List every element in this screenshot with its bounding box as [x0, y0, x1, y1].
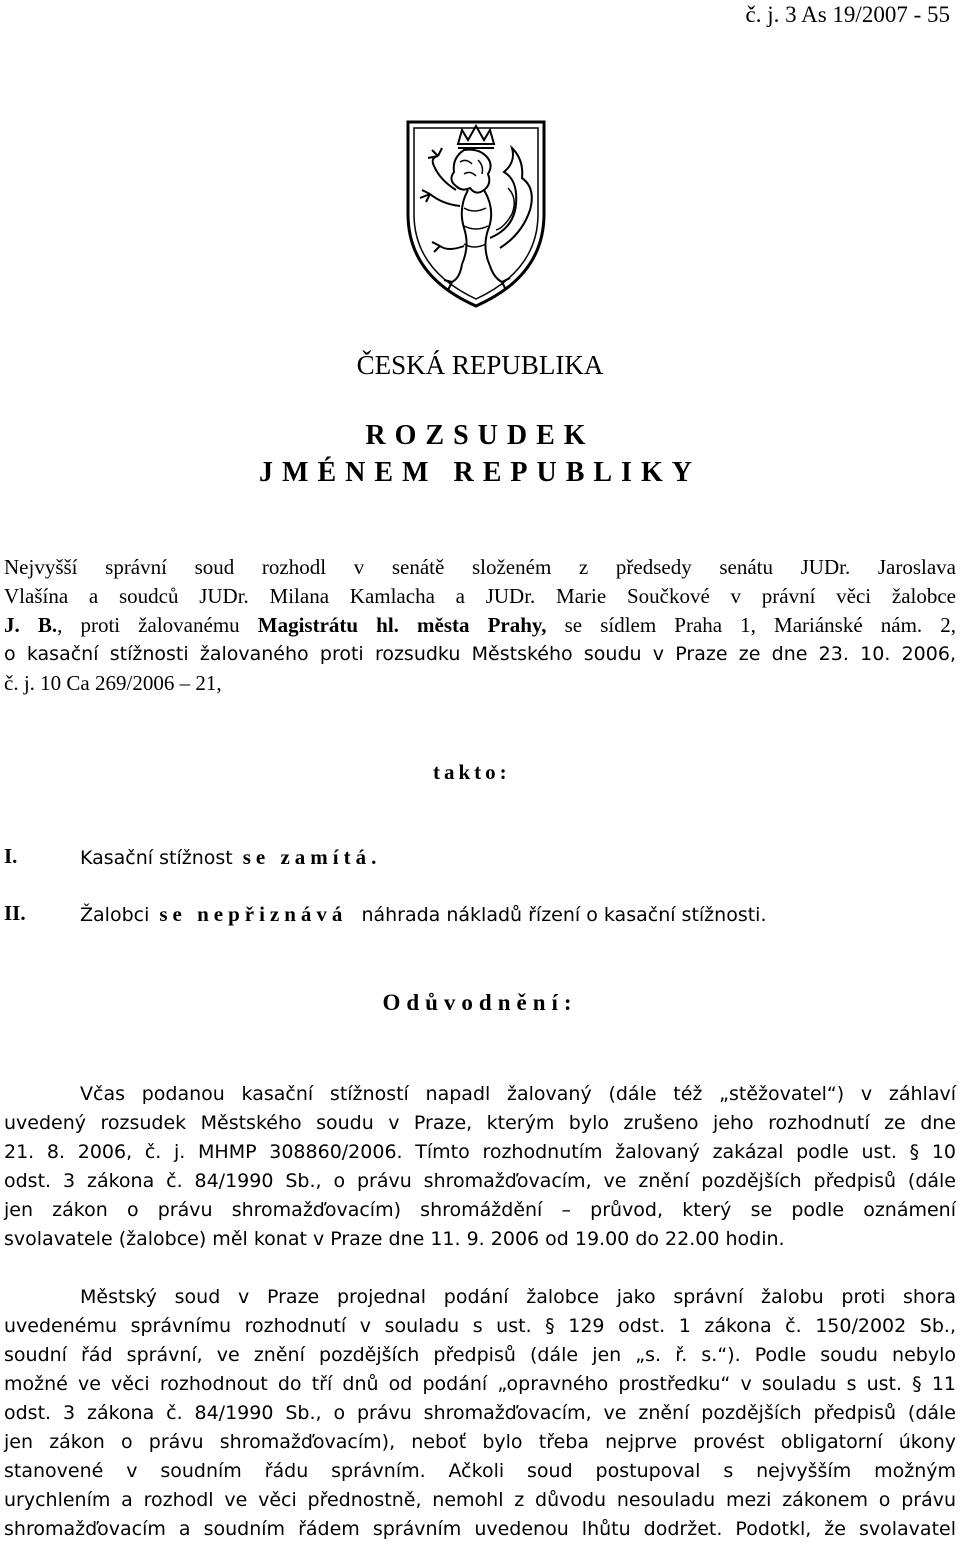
- intro-line: [4, 611, 956, 640]
- paragraph-line: možné ve věci rozhodnout do tří dnů od podání „opravného prostředku“ v souladu s ust. § 11: [4, 1373, 956, 1395]
- paragraph-line: shromažďovacím a soudním řádem správním uvedenou lhůtu dodržet. Podotkl, že svolavatel: [4, 1518, 956, 1540]
- ruling-pre: Kasační stížnost: [80, 847, 233, 869]
- ruling-number: II.: [4, 901, 26, 925]
- paragraph-line: urychlením a rozhodl ve věci přednostně, nemohl z důvodu nesouladu mezi zákonem o právu: [4, 1489, 956, 1511]
- paragraph-line: svolavatele (žalobce) měl konat v Praze dne 11. 9. 2006 od 19.00 do 22.00 hodin.: [4, 1228, 785, 1250]
- paragraph-line: odst. 3 zákona č. 84/1990 Sb., o právu shromažďovacím, ve znění pozdějších předpisů (dále: [4, 1170, 956, 1192]
- intro-line: Nejvyšší správní soud rozhodl v senátě složeném z předsedy senátu JUDr. Jaroslava: [4, 555, 956, 579]
- paragraph-line: jen zákon o právu shromažďovacím), neboť bylo třeba nejprve provést obligatorní úkony: [4, 1431, 956, 1453]
- paragraph-line: soudní řád správní, ve znění pozdějších předpisů (dále jen „s. ř. s.“). Podle soudu nebylo: [4, 1344, 956, 1366]
- intro-paragraph: [4, 553, 956, 698]
- ruling-text: [80, 902, 767, 927]
- verdict-heading: takto:: [433, 760, 511, 784]
- paragraph-line: uvedený rozsudek Městského soudu v Praze, kterým bylo zrušeno jeho rozhodnutí ze dne: [4, 1112, 956, 1134]
- paragraph-line: 21. 8. 2006, č. j. MHMP 308860/2006. Tímto rozhodnutím žalovaný zakázal podle ust. § 10: [4, 1141, 956, 1163]
- reasons-heading: Odůvodnění:: [382, 990, 578, 1015]
- ruling-spaced: se nepřiznává: [159, 902, 348, 926]
- paragraph-line: jen zákon o právu shromažďovacím) shromáždění – průvod, který se podle oznámení: [4, 1199, 956, 1221]
- czech-coat-of-arms-icon: [404, 118, 548, 310]
- ruling-text: [80, 845, 395, 870]
- intro-line: Vlašína a soudců JUDr. Milana Kamlacha a JUDr. Marie Součkové v právní věci žalobce: [4, 584, 956, 608]
- ruling-pre: Žalobci: [80, 904, 150, 926]
- paragraph-line: odst. 3 zákona č. 84/1990 Sb., o právu shromažďovacím, ve znění pozdějších předpisů (dále: [4, 1402, 956, 1424]
- reasons-paragraph-1: [4, 1080, 956, 1254]
- ruling-spaced: se zamítá.: [242, 845, 382, 869]
- defendant-name: Magistrátu hl. města Prahy,: [257, 613, 547, 637]
- intro-text: , proti žalovanému: [57, 613, 258, 637]
- paragraph-line: uvedenému správnímu rozhodnutí v souladu s ust. § 129 odst. 1 zákona č. 150/2002 Sb.,: [4, 1315, 956, 1337]
- paragraph-line: stanovené v soudním řádu správním. Ačkoli soud postupoval s nejvyšším možným: [4, 1460, 956, 1482]
- ruling-post: náhrada nákladů řízení o kasační stížnosti.: [361, 904, 767, 926]
- paragraph-line: Včas podanou kasační stížností napadl žalovaný (dále též „stěžovatel“) v záhlaví: [80, 1083, 956, 1105]
- verdict-title: ROZSUDEK: [365, 420, 595, 451]
- ruling-number: I.: [4, 844, 18, 868]
- intro-text: se sídlem Praha 1, Mariánské nám. 2,: [546, 613, 957, 637]
- paragraph-line: Městský soud v Praze projednal podání žalobce jako správní žalobu proti shora: [80, 1286, 956, 1308]
- in-the-name-title: JMÉNEM REPUBLIKY: [259, 457, 701, 488]
- plaintiff-name: J. B.: [4, 613, 58, 637]
- reasons-paragraph-2: [4, 1283, 956, 1544]
- case-number: č. j. 3 As 19/2007 - 55: [745, 2, 950, 27]
- intro-line: č. j. 10 Ca 269/2006 – 21,: [4, 671, 222, 695]
- intro-line: o kasační stížnosti žalovaného proti rozsudku Městského soudu v Praze ze dne 23. 10. 2006,: [4, 643, 956, 665]
- country-name: ČESKÁ REPUBLIKA: [356, 350, 604, 380]
